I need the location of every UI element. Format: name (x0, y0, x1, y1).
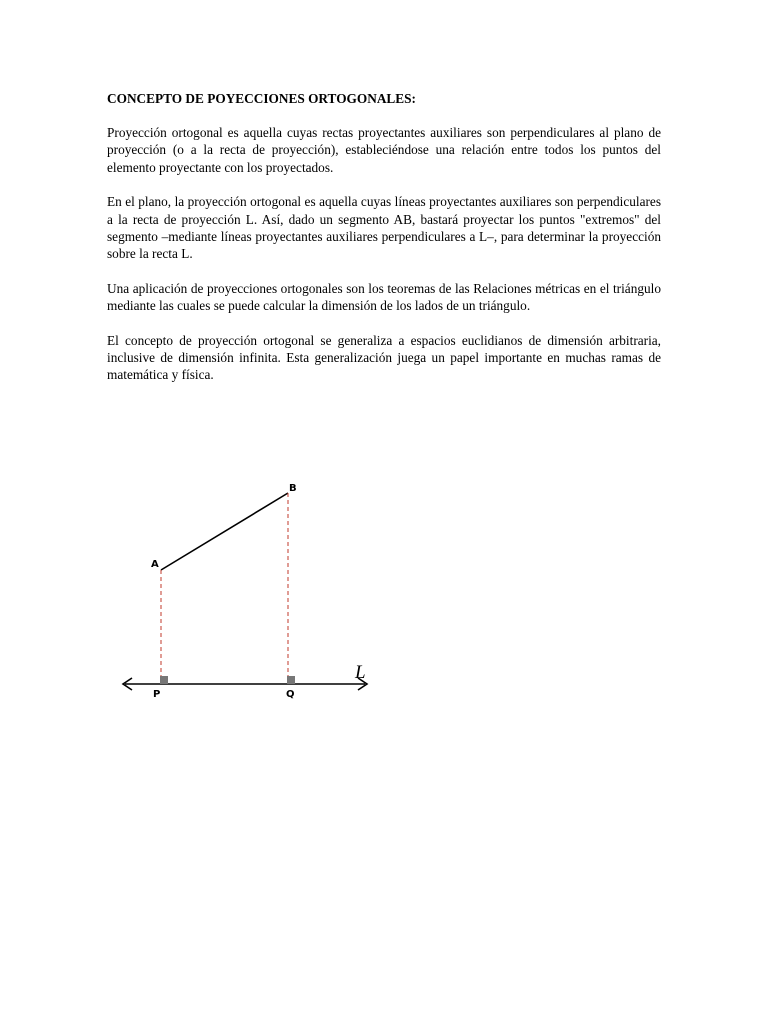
segment-ab (161, 493, 288, 570)
paragraph-generalization: El concepto de proyección ortogonal se generaliza a espacios euclidianos de dimensión arbitraria, inclusive de dimensión infinita. Esta generalización juega un papel importante en muchas ramas de matemática y física. (107, 332, 661, 383)
right-angle-marker-q (287, 676, 295, 684)
projection-diagram-svg (115, 465, 385, 715)
label-p: P (153, 689, 161, 700)
label-q: Q (286, 689, 295, 700)
label-b: B (289, 483, 297, 494)
document-title: CONCEPTO DE POYECCIONES ORTOGONALES: (107, 91, 416, 106)
label-a: A (151, 559, 159, 570)
projection-diagram (115, 465, 385, 715)
document-page (107, 90, 661, 401)
paragraph-plane: En el plano, la proyección ortogonal es aquella cuyas líneas proyectantes auxiliares son perpendiculares a la recta de proyección L. Así, dado un segmento AB, bastará proyectar los puntos "extremos" del segmento –mediante líneas proyectantes auxiliares perpendiculares a L–, para determinar la proyección sobre la recta L. (107, 194, 661, 262)
label-line-l: L (355, 662, 366, 683)
paragraph-definition: Proyección ortogonal es aquella cuyas rectas proyectantes auxiliares son perpendiculares al plano de proyección (o a la recta de proyección), estableciéndose una relación entre todos los puntos del elemento proyectante con los proyectados. (107, 125, 661, 175)
right-angle-marker-p (160, 676, 168, 684)
paragraph-application: Una aplicación de proyecciones ortogonales son los teoremas de las Relaciones métricas en el triángulo mediante las cuales se puede calcular la dimensión de los lados de un triángulo. (107, 280, 661, 314)
